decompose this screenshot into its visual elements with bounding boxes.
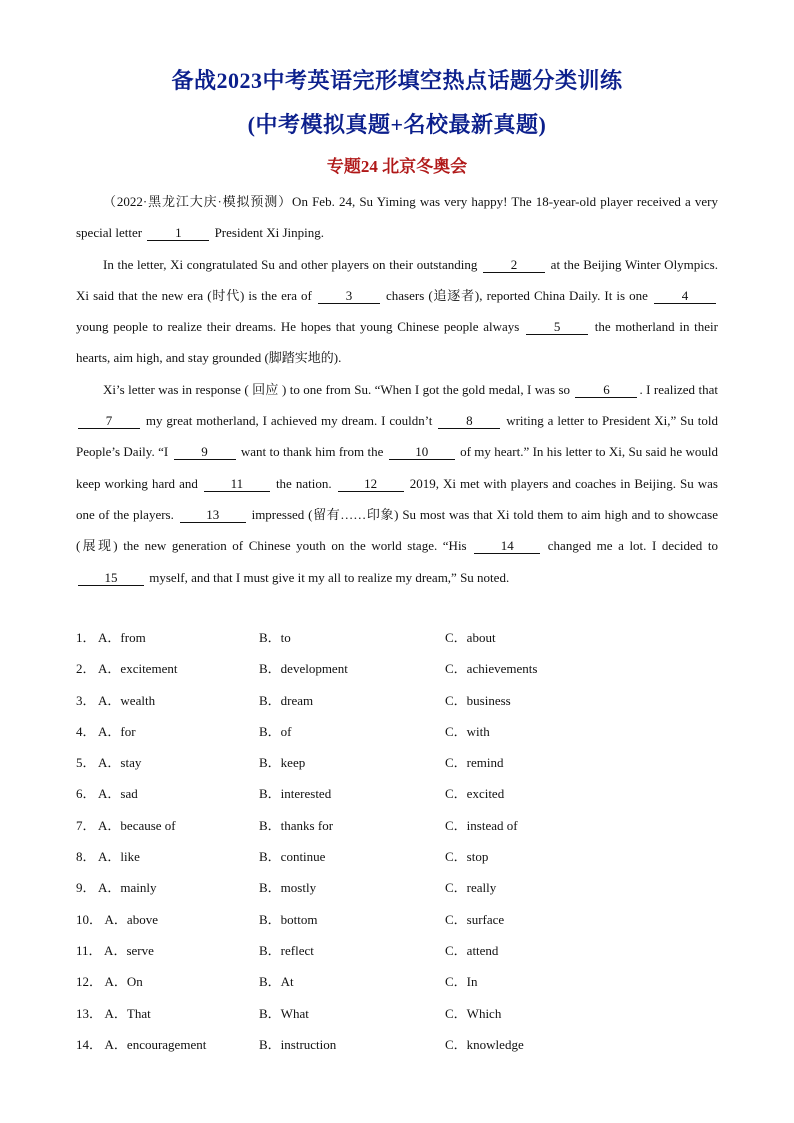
passage-text: young people to realize their dreams. He hopes that young Chinese people always (76, 319, 525, 335)
passage-text: . I realized that (639, 381, 718, 397)
blank-11[interactable]: 11 (204, 476, 270, 492)
option-row (76, 935, 736, 966)
document-subtitle: (中考模拟真题+名校最新真题) (247, 112, 547, 137)
passage-text: changed me a lot. I decided to (542, 538, 718, 554)
option-row (76, 685, 736, 716)
passage-text: 2019, Xi met with players and coaches in Beijing. Su was one of the players. (76, 475, 718, 522)
option-c[interactable]: C．In (445, 974, 478, 990)
blank-2[interactable]: 2 (483, 257, 545, 273)
blank-3[interactable]: 3 (318, 288, 380, 304)
option-b[interactable]: B．thanks for (259, 817, 334, 833)
option-c[interactable]: C．attend (445, 942, 499, 958)
passage-text: （2022·黑龙江大庆·模拟预测）On Feb. 24, Su Yiming was very happy! The 18-year-old player received a very special letter (76, 194, 718, 241)
blank-6[interactable]: 6 (575, 382, 637, 398)
option-b[interactable]: B．keep (259, 755, 306, 771)
blank-15[interactable]: 15 (78, 570, 144, 586)
option-row (76, 653, 736, 684)
blank-14[interactable]: 14 (474, 538, 540, 554)
passage-text: want to thank him from the (237, 444, 387, 460)
option-row (76, 966, 736, 997)
blank-4[interactable]: 4 (654, 288, 716, 304)
blank-10[interactable]: 10 (389, 444, 455, 460)
option-c[interactable]: C．with (445, 723, 490, 739)
option-row (76, 622, 736, 653)
option-row (76, 778, 736, 809)
blank-9[interactable]: 9 (174, 444, 236, 460)
option-a[interactable]: 6． A．sad (76, 786, 138, 802)
option-a[interactable]: 5． A．stay (76, 755, 142, 771)
option-b[interactable]: B．dream (259, 692, 314, 708)
blank-1[interactable]: 1 (147, 225, 209, 241)
option-c[interactable]: C．about (445, 630, 496, 645)
passage-text: myself, and that I must give it my all to realize my dream,” Su noted. (146, 569, 510, 585)
option-row (76, 841, 736, 872)
passage-text: the nation. (271, 475, 336, 491)
option-row (76, 747, 736, 778)
passage-text: writing a letter to President Xi,” Su told People’s Daily. “I (76, 413, 718, 460)
option-b[interactable]: B．development (259, 661, 348, 677)
option-b[interactable]: B．interested (259, 786, 332, 802)
passage-text: of my heart.” In his letter to Xi, Su said he would keep working hard and (76, 444, 718, 491)
option-a[interactable]: 9． A．mainly (76, 880, 157, 896)
option-b[interactable]: B．bottom (259, 911, 318, 927)
option-row (76, 716, 736, 747)
passage-text: impressed (留有……印象) Su most was that Xi told them to aim high and to showcase (展现) the new generation of Chinese youth on the world stage. “His (76, 506, 718, 554)
option-a[interactable]: 3． A．wealth (76, 692, 156, 708)
topic-heading: 专题24 北京冬奥会 (326, 157, 468, 176)
passage-text: President Xi Jinping. (211, 225, 324, 241)
option-c[interactable]: C．remind (445, 755, 504, 771)
passage-text: the motherland in their hearts, aim high, and stay grounded (脚踏实地的). (76, 319, 718, 366)
passage-text: Xi’s letter was in response ( 回应 ) to one from Su. “When I got the gold medal, I was so (103, 381, 574, 397)
option-a[interactable]: 4． A．for (76, 723, 136, 739)
option-b[interactable]: B．At (259, 974, 294, 990)
blank-8[interactable]: 8 (438, 413, 500, 429)
passage-paragraph (76, 374, 718, 593)
passage-text: my great motherland, I achieved my dream. I couldn’t (142, 413, 437, 429)
option-c[interactable]: C．excited (445, 786, 505, 802)
blank-5[interactable]: 5 (526, 319, 588, 335)
option-a[interactable]: 1． A．from (76, 630, 146, 645)
passage-text: In the letter, Xi congratulated Su and other players on their outstanding (103, 256, 482, 272)
option-row (76, 998, 736, 1029)
option-b[interactable]: B．instruction (259, 1036, 337, 1052)
option-a[interactable]: 7． A．because of (76, 817, 176, 833)
option-a[interactable]: 14． A．encouragement (76, 1036, 207, 1052)
option-c[interactable]: C．instead of (445, 817, 518, 833)
option-c[interactable]: C．knowledge (445, 1036, 524, 1052)
blank-13[interactable]: 13 (180, 507, 246, 523)
passage-text: at the Beijing Winter Olympics. Xi said that the new era (时代) is the era of (76, 256, 718, 303)
option-c[interactable]: C．Which (445, 1005, 502, 1021)
option-a[interactable]: 8． A．like (76, 849, 140, 865)
blank-12[interactable]: 12 (338, 476, 404, 492)
option-c[interactable]: C．really (445, 880, 497, 896)
option-b[interactable]: B．What (259, 1005, 309, 1021)
option-b[interactable]: B．continue (259, 849, 326, 865)
option-c[interactable]: C．surface (445, 911, 505, 927)
option-c[interactable]: C．achievements (445, 661, 538, 677)
option-b[interactable]: B．to (259, 630, 291, 645)
option-a[interactable]: 10． A．above (76, 911, 158, 927)
option-row (76, 810, 736, 841)
passage-paragraph (76, 186, 718, 249)
option-a[interactable]: 2． A．excitement (76, 661, 178, 677)
option-c[interactable]: C．business (445, 692, 511, 708)
option-b[interactable]: B．of (259, 723, 292, 739)
answer-options (76, 622, 736, 1060)
passage-text: chasers (追逐者), reported China Daily. It is one (381, 287, 652, 303)
blank-7[interactable]: 7 (78, 413, 140, 429)
option-b[interactable]: B．reflect (259, 942, 314, 958)
cloze-passage (76, 186, 718, 593)
passage-paragraph (76, 249, 718, 374)
option-a[interactable]: 12． A．On (76, 974, 143, 990)
option-a[interactable]: 11． A．serve (76, 942, 154, 958)
document-title: 备战2023中考英语完形填空热点话题分类训练 (171, 68, 623, 93)
option-row (76, 904, 736, 935)
option-b[interactable]: B．mostly (259, 880, 317, 896)
option-a[interactable]: 13． A．That (76, 1005, 151, 1021)
option-c[interactable]: C．stop (445, 849, 489, 865)
option-row (76, 872, 736, 903)
option-row (76, 1029, 736, 1060)
